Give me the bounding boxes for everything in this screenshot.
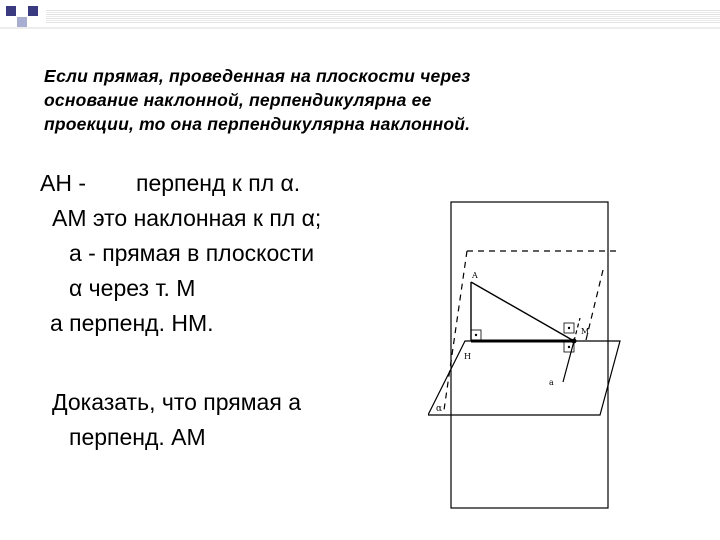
- decor-square-light: [17, 17, 27, 27]
- theorem-line-1: Если прямая, проведенная на плоскости через: [44, 66, 471, 86]
- given-and-prove: [40, 166, 321, 455]
- given-line-5: a перпенд. HM.: [50, 310, 214, 336]
- segment-AM: [471, 282, 574, 341]
- theorem-statement: [44, 64, 654, 136]
- label-H: H: [464, 352, 471, 361]
- given-line-2: AM это наклонная к пл α;: [52, 205, 322, 231]
- prove-line-2: перпенд. AM: [69, 424, 206, 450]
- given-line-4: α через т. M: [69, 275, 196, 301]
- point-M: [572, 339, 577, 344]
- line-a-upper: [574, 318, 580, 341]
- given-line-1-a: AH -: [40, 170, 86, 196]
- dashed-edge-left: [444, 251, 467, 410]
- label-A: A: [472, 271, 478, 280]
- decor-stripes-block: [46, 10, 720, 23]
- decor-square-dark-2: [28, 6, 38, 16]
- label-a: a: [549, 378, 554, 387]
- vertical-plane: [451, 202, 608, 508]
- decor-square-dark: [6, 6, 16, 16]
- label-M: M: [581, 327, 590, 336]
- header-decoration: [0, 0, 720, 40]
- theorem-line-3: проекции, то она перпендикулярна наклонной.: [44, 114, 471, 134]
- plane-alpha: [428, 341, 620, 415]
- geometry-diagram: [428, 190, 628, 520]
- theorem-line-2: основание наклонной, перпендикулярна ее: [44, 90, 432, 110]
- prove-line-1: Доказать, что прямая a: [52, 389, 301, 415]
- label-alpha: α: [436, 404, 443, 414]
- given-line-3: a - прямая в плоскости: [69, 240, 315, 266]
- given-line-1-b: перпенд к пл α.: [136, 170, 301, 196]
- given-line-1: [40, 166, 321, 201]
